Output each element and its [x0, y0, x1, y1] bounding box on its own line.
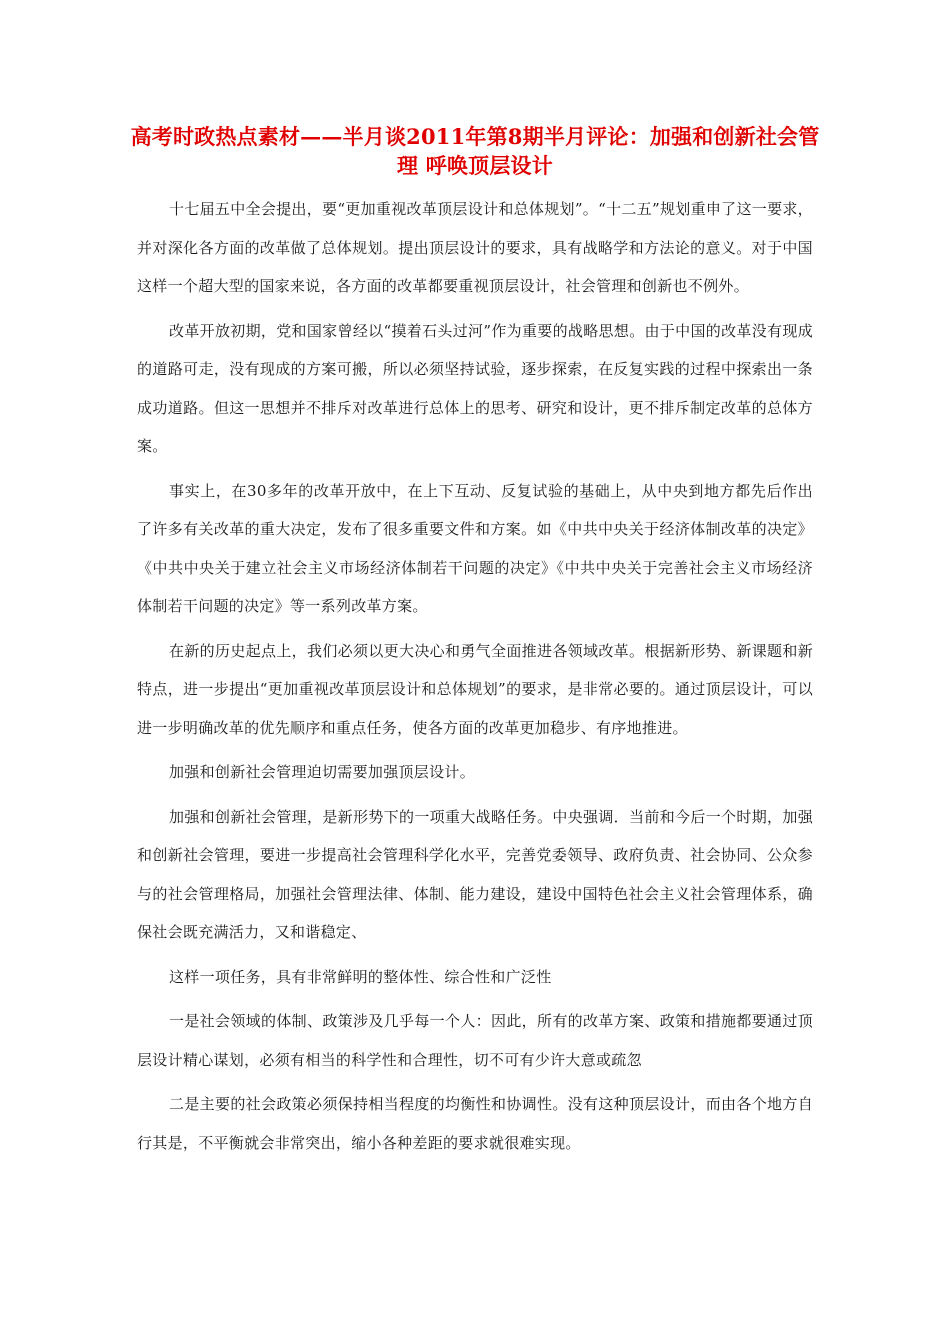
paragraph-4: 在新的历史起点上，我们必须以更大决心和勇气全面推进各领域改革。根据新形势、新课题和新特点，进一步提出“更加重视改革顶层设计和总体规划”的要求，是非常必要的。通过顶层设计，可以进一步明确改革的优先顺序和重点任务，使各方面的改革更加稳步、有序地推进。 — [137, 641, 813, 737]
document-body — [137, 190, 813, 1168]
paragraph-5: 加强和创新社会管理迫切需要加强顶层设计。 — [169, 763, 476, 781]
paragraph-6: 加强和创新社会管理，是新形势下的一项重大战略任务。中央强调．当前和今后一个时期，加强和创新社会管理，要进一步提高社会管理科学化水平，完善党委领导、政府负责、社会协同、公众参与的社会管理格局，加强社会管理法律、体制、能力建设，建设中国特色社会主义社会管理体系，确保社会既充满活力，又和谐稳定、 — [137, 807, 813, 941]
paragraph-1: 十七届五中全会提出，要“更加重视改革顶层设计和总体规划”。“十二五”规划重申了这一要求，并对深化各方面的改革做了总体规划。提出顶层设计的要求，具有战略学和方法论的意义。对于中国这样一个超大型的国家来说，各方面的改革都要重视顶层设计，社会管理和创新也不例外。 — [137, 200, 813, 295]
paragraph-7: 这样一项任务，具有非常鲜明的整体性、综合性和广泛性 — [169, 967, 552, 986]
paragraph-3: 事实上，在30多年的改革开放中，在上下互动、反复试验的基础上，从中央到地方都先后作出了许多有关改革的重大决定，发布了很多重要文件和方案。如《中共中央关于经济体制改革的决定》《中共中央关于建立社会主义市场经济体制若干问题的决定》《中共中央关于完善社会主义市场经济体制若干问题的决定》等一系列改革方案。 — [137, 481, 813, 615]
paragraph-8: 一是社会领域的体制、政策涉及几乎每一个人：因此，所有的改革方案、政策和措施都要通过顶层设计精心谋划，必须有相当的科学性和合理性，切不可有少许大意或疏忽 — [137, 1012, 813, 1069]
document-title: 高考时政热点素材——半月谈2011年第8期半月评论：加强和创新社会管理 呼唤顶层设计 — [130, 124, 820, 178]
paragraph-2: 改革开放初期，党和国家曾经以“摸着石头过河”作为重要的战略思想。由于中国的改革没有现成的道路可走，没有现成的方案可搬，所以必须坚持试验，逐步探索，在反复实践的过程中探索出一条成功道路。但这一思想并不排斥对改革进行总体上的思考、研究和设计，更不排斥制定改革的总体方案。 — [137, 321, 813, 455]
paragraph-9: 二是主要的社会政策必须保持相当程度的均衡性和协调性。没有这种顶层设计，而由各个地方自行其是，不平衡就会非常突出，缩小各种差距的要求就很难实现。 — [137, 1095, 813, 1152]
